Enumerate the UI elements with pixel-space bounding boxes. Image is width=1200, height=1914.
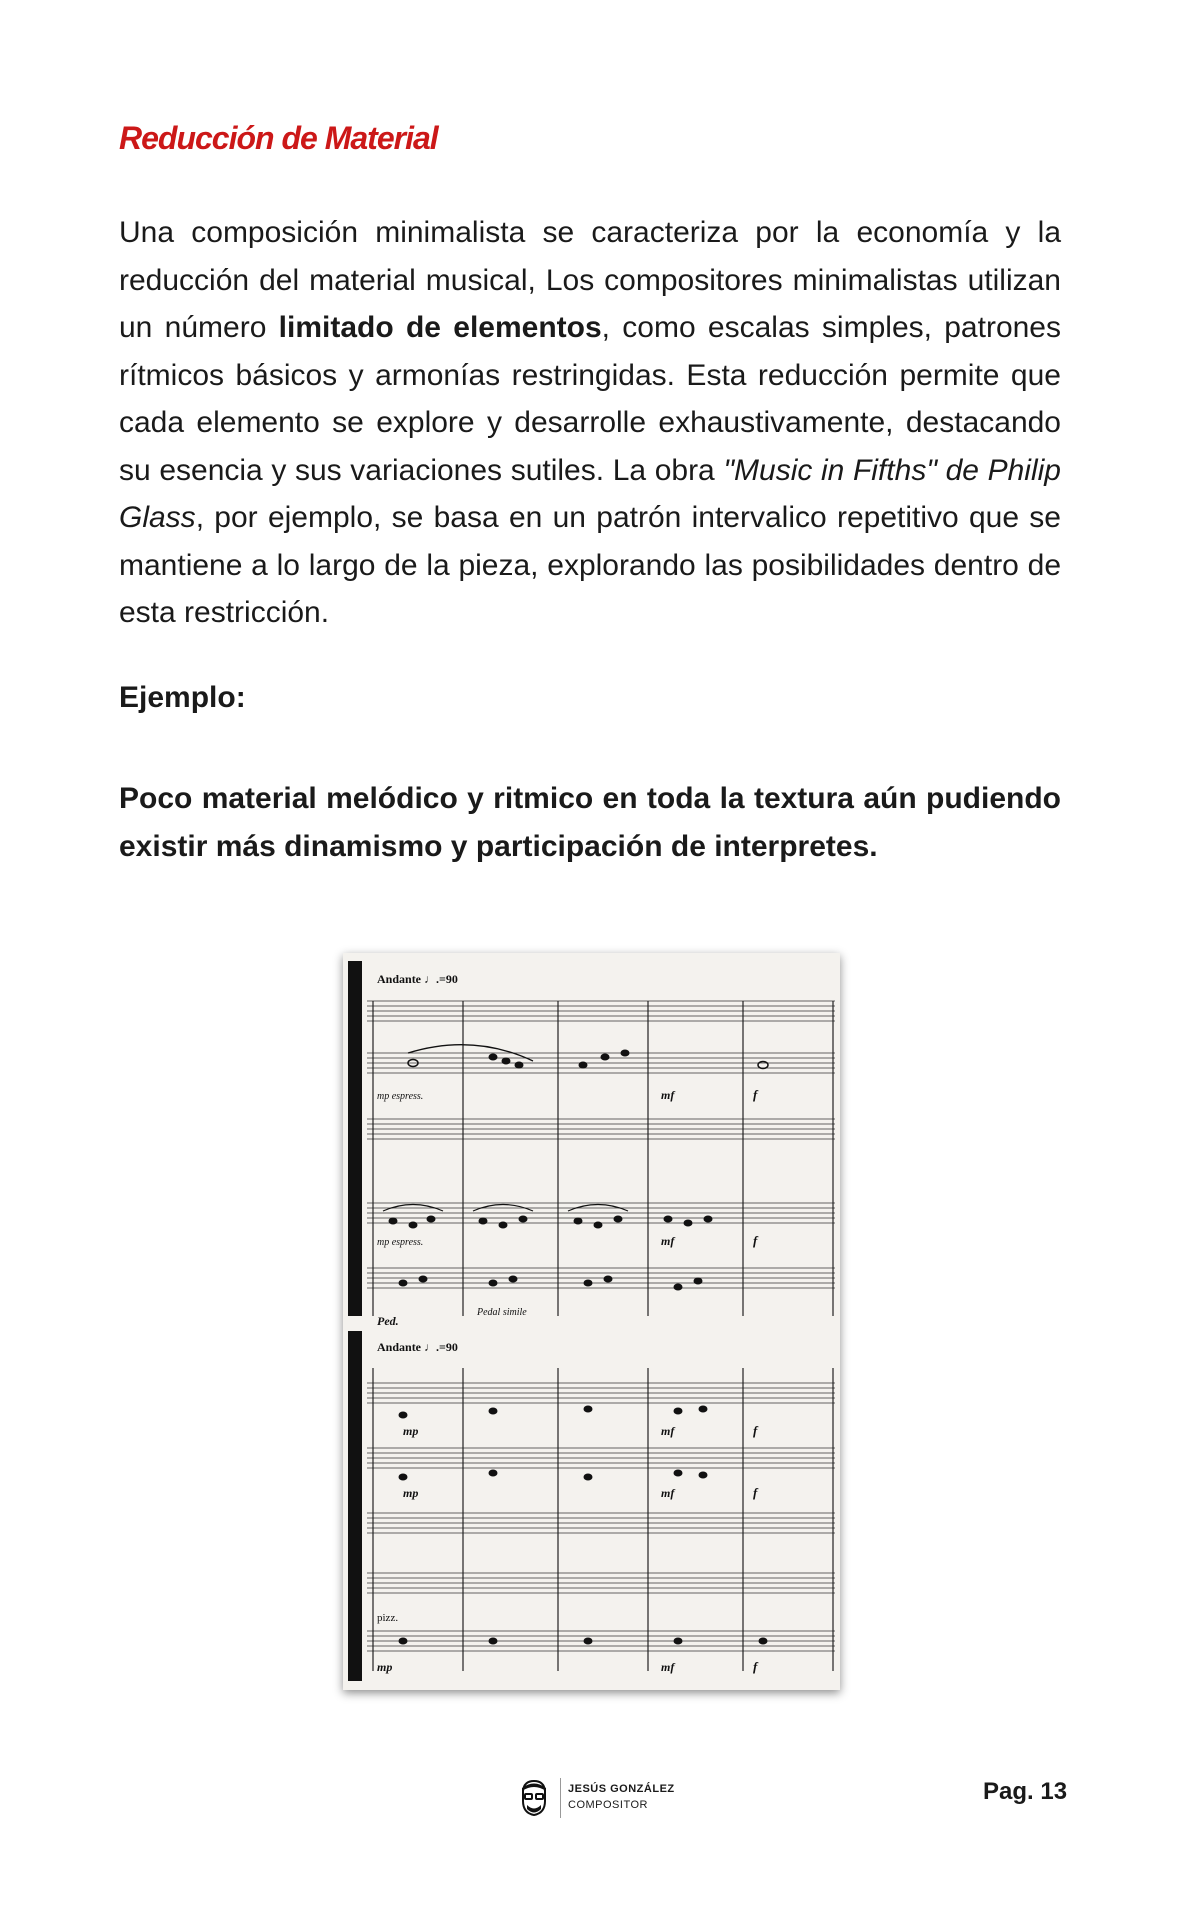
tempo-marking-bottom: Andante ♩.=90 bbox=[377, 1340, 458, 1354]
dynamic-mf-3: mf bbox=[661, 1424, 675, 1438]
dynamic-f-2: f bbox=[753, 1233, 758, 1248]
body-paragraph bbox=[119, 209, 1061, 637]
paragraph-text-1: Una composición minimalista se caracteriza por la economía y la reducción del material musical, Los compositores minimalistas utilizan un número bbox=[119, 216, 1061, 344]
paragraph-italic-text: "Music in Fifths" de Philip Glass bbox=[119, 453, 1061, 534]
dynamic-mp-5: mp bbox=[377, 1660, 393, 1674]
page-number: Pag. 13 bbox=[983, 1778, 1068, 1805]
dynamic-mp-3: mp bbox=[403, 1424, 419, 1438]
dynamic-mp-4: mp bbox=[403, 1486, 419, 1500]
pedal-marking: Ped. bbox=[377, 1314, 399, 1328]
composer-avatar-icon bbox=[517, 1779, 551, 1817]
dynamic-f-3: f bbox=[753, 1423, 758, 1438]
paragraph-text-2: , como escalas simples, patrones rítmicos básicos y armonías restringidas. Esta reducción permite que cada elemento se explore y desarrolle exhaustivamente, destacando su esencia y sus variaciones sutiles. La obra bbox=[119, 311, 1061, 487]
dynamic-f-5: f bbox=[753, 1659, 758, 1674]
footer-divider bbox=[560, 1778, 561, 1818]
pizz-marking: pizz. bbox=[377, 1612, 399, 1624]
dynamic-mf-1: mf bbox=[661, 1088, 675, 1102]
paragraph-bold-text: limitado de elementos bbox=[278, 311, 602, 344]
footer-composer-name: JESÚS GONZÁLEZ bbox=[568, 1783, 675, 1795]
example-description: Poco material melódico y ritmico en toda la textura aún pudiendo existir más dinamismo y participación de interpretes. bbox=[119, 782, 1061, 863]
paragraph-text-3: , por ejemplo, se basa en un patrón intervalico repetitivo que se mantiene a lo largo de la pieza, explorando las posibilidades dentro de esta restricción. bbox=[119, 501, 1061, 629]
footer-composer-role: COMPOSITOR bbox=[568, 1799, 648, 1811]
dynamic-mp-espress-1: mp espress. bbox=[377, 1091, 424, 1102]
example-label: Ejemplo: bbox=[119, 681, 246, 714]
pedal-simile-marking: Pedal simile bbox=[477, 1307, 527, 1318]
score-drawing bbox=[343, 953, 840, 1690]
dynamic-mf-4: mf bbox=[661, 1486, 675, 1500]
tempo-marking-top: Andante ♩.=90 bbox=[377, 972, 458, 986]
dynamic-f-1: f bbox=[753, 1087, 758, 1102]
music-score-image bbox=[343, 953, 840, 1690]
section-heading: Reducción de Material bbox=[119, 120, 438, 156]
dynamic-mp-espress-2: mp espress. bbox=[377, 1237, 424, 1248]
dynamic-mf-5: mf bbox=[661, 1660, 675, 1674]
dynamic-mf-2: mf bbox=[661, 1234, 675, 1248]
dynamic-f-4: f bbox=[753, 1485, 758, 1500]
